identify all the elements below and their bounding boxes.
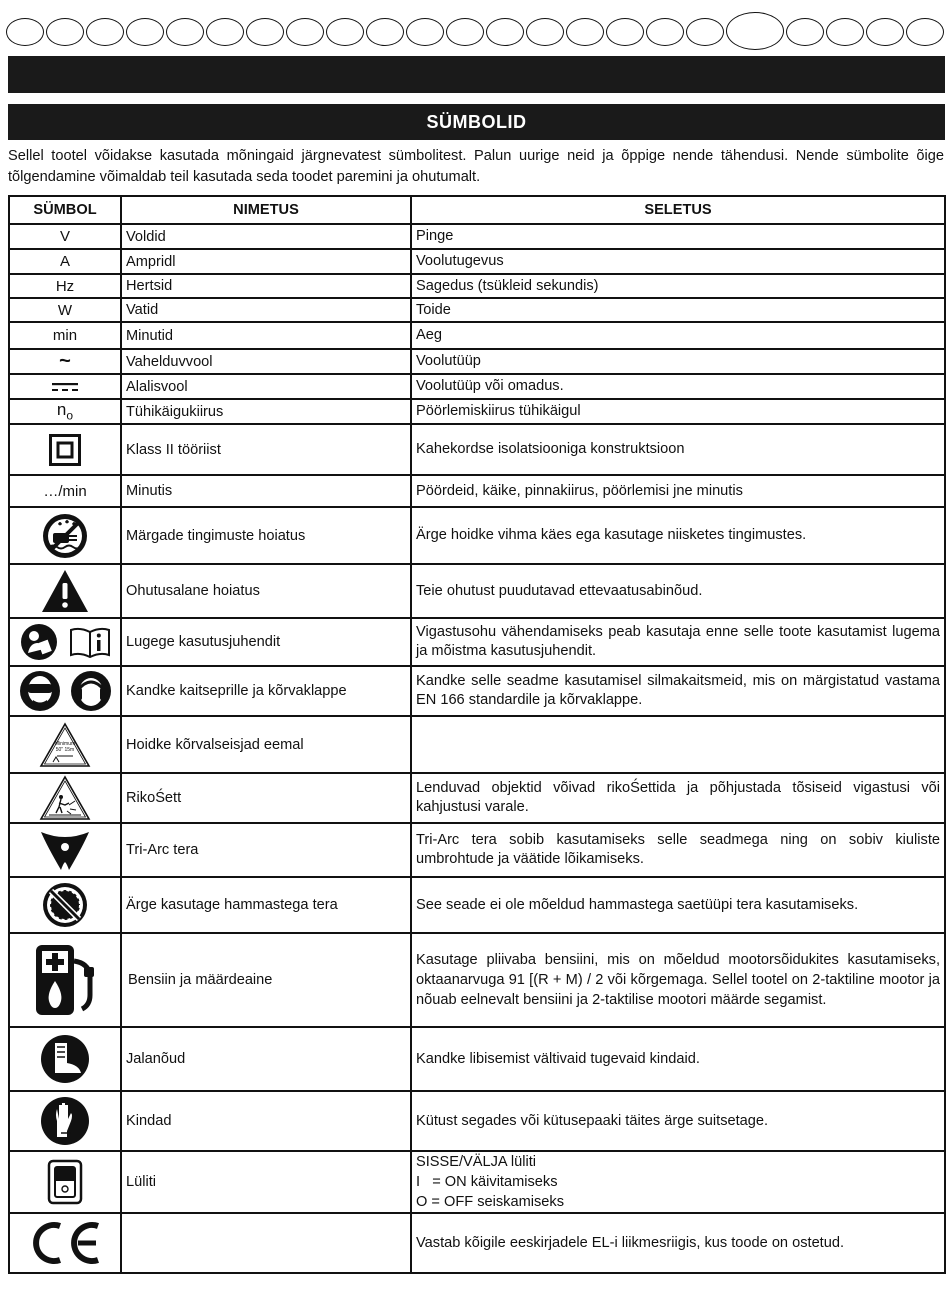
table-header-row	[9, 196, 945, 224]
name-cell: Minutid	[121, 322, 411, 349]
double-insulation-icon	[49, 434, 81, 466]
symbol-cell: Hz	[9, 274, 121, 298]
language-tab[interactable]	[486, 18, 524, 46]
language-tab[interactable]	[46, 18, 84, 46]
table-row	[9, 224, 945, 249]
name-cell: Vatid	[121, 298, 411, 322]
header-bar	[8, 56, 945, 93]
wet-conditions-warning-icon	[41, 512, 89, 560]
symbol-cell: min	[9, 322, 121, 349]
symbol-cell	[9, 1091, 121, 1151]
language-tab[interactable]	[866, 18, 904, 46]
symbol-cell: ~	[9, 349, 121, 374]
eye-protection-icon	[19, 670, 61, 712]
language-tab[interactable]	[246, 18, 284, 46]
symbol-cell: A	[9, 249, 121, 274]
description-cell: See seade ei ole mõeldud hammastega saetüüpi tera kasutamiseks.	[411, 877, 945, 933]
table-row	[9, 424, 945, 475]
ce-mark-icon	[28, 1220, 102, 1266]
name-cell: Hertsid	[121, 274, 411, 298]
description-cell: Kahekordse isolatsiooniga konstruktsioon	[411, 424, 945, 475]
language-tab[interactable]	[606, 18, 644, 46]
language-tab[interactable]	[906, 18, 944, 46]
table-row	[9, 374, 945, 399]
name-cell: Vahelduvvool	[121, 349, 411, 374]
ear-protection-icon	[70, 670, 112, 712]
language-tab[interactable]	[566, 18, 604, 46]
table-row	[9, 1027, 945, 1091]
description-cell: Voolutüüp või omadus.	[411, 374, 945, 399]
description-line: SISSE/VÄLJA lüliti	[416, 1154, 537, 1170]
language-tab[interactable]	[526, 18, 564, 46]
intro-text: Sellel tootel võidakse kasutada mõningaid järgnevatest sümbolitest. Palun uurige neid ja õppige nende tähendusi. Nende sümbolite õige tõlgendamine võimaldab teil kasutada seda toodet paremini ja ohutumalt.	[8, 148, 944, 185]
fuel-pump-icon	[30, 941, 100, 1019]
tri-arc-blade-icon	[39, 828, 91, 872]
section-title: SÜMBOLID	[8, 104, 945, 140]
table-row	[9, 823, 945, 877]
table-row	[9, 564, 945, 618]
name-cell: Kandke kaitseprille ja kõrvaklappe	[121, 666, 411, 716]
description-cell: Voolutugevus	[411, 249, 945, 274]
on-off-switch-icon	[46, 1158, 84, 1206]
description-cell: Teie ohutust puudutavad ettevaatusabinõud.	[411, 564, 945, 618]
description-cell: Pöördeid, käike, pinnakiirus, pöörlemisi jne minutis	[411, 475, 945, 507]
description-cell: Pinge	[411, 224, 945, 249]
description-cell: Kandke libisemist vältivaid tugevaid kindaid.	[411, 1027, 945, 1091]
read-manual-person-icon	[20, 623, 58, 661]
language-tab[interactable]	[86, 18, 124, 46]
direct-current-icon	[50, 381, 80, 393]
description-cell: Aeg	[411, 322, 945, 349]
column-header-name: NIMETUS	[121, 196, 411, 224]
keep-bystanders-away-icon	[39, 722, 91, 768]
name-cell: Alalisvool	[121, 374, 411, 399]
name-cell: Voldid	[121, 224, 411, 249]
ricochet-warning-icon	[39, 775, 91, 821]
name-cell: Klass II tööriist	[121, 424, 411, 475]
name-cell: Kindad	[121, 1091, 411, 1151]
name-cell: RikoŚett	[121, 773, 411, 823]
symbol-cell	[9, 618, 121, 666]
table-row	[9, 1091, 945, 1151]
language-tab[interactable]	[686, 18, 724, 46]
language-tab[interactable]	[286, 18, 324, 46]
description-cell: Ärge hoidke vihma käes ega kasutage niisketes tingimustes.	[411, 507, 945, 564]
description-cell: Lenduvad objektid võivad rikoŚettida ja põhjustada tõsiseid vigastusi või kahjustusi varale.	[411, 773, 945, 823]
symbol-cell	[9, 666, 121, 716]
symbol-cell	[9, 823, 121, 877]
safety-alert-icon	[41, 569, 89, 613]
language-tab-active[interactable]	[726, 12, 784, 50]
warning-sign-label: Minimum	[54, 740, 76, 747]
no-load-speed-subscript: o	[66, 408, 74, 423]
name-cell: Jalanõud	[121, 1027, 411, 1091]
description-cell: Sagedus (tsükleid sekundis)	[411, 274, 945, 298]
table-row	[9, 618, 945, 666]
name-cell: Lugege kasutusjuhendit	[121, 618, 411, 666]
table-row	[9, 298, 945, 322]
table-row	[9, 399, 945, 424]
description-line: I = ON käivitamiseks	[416, 1174, 558, 1190]
footwear-icon	[39, 1033, 91, 1085]
name-cell: Minutis	[121, 475, 411, 507]
table-row	[9, 666, 945, 716]
description-cell: Tri-Arc tera sobib kasutamiseks selle seadmega ning on sobiv kiuliste umbrohtude ja väätide lõikamiseks.	[411, 823, 945, 877]
symbols-table	[8, 195, 946, 1274]
name-cell: Märgade tingimuste hoiatus	[121, 507, 411, 564]
symbol-cell: V	[9, 224, 121, 249]
description-line: O = OFF seiskamiseks	[416, 1194, 564, 1210]
table-row	[9, 773, 945, 823]
language-tab[interactable]	[446, 18, 484, 46]
symbol-cell	[9, 507, 121, 564]
symbol-cell: …/min	[9, 475, 121, 507]
table-row	[9, 349, 945, 374]
table-row	[9, 877, 945, 933]
table-row	[9, 274, 945, 298]
description-cell: Kasutage pliivaba bensiini, mis on mõeldud mootorsõidukites kasutamiseks, oktaanarvuga 91 [(R + M) / 2 või kõrgemaga. Sellel tootel on 2-taktiline mootor ja nõuab eelnevalt bensiini ja 2-taktilise mootori määrde segamist.	[411, 933, 945, 1027]
name-cell: Ärge kasutage hammastega tera	[121, 877, 411, 933]
description-cell	[411, 716, 945, 773]
language-tab[interactable]	[166, 18, 204, 46]
description-cell	[411, 1151, 945, 1213]
language-tab[interactable]	[786, 18, 824, 46]
language-tabs	[6, 18, 946, 48]
table-row	[9, 933, 945, 1027]
no-toothed-blade-icon	[41, 881, 89, 929]
column-header-symbol: SÜMBOL	[9, 196, 121, 224]
manual-book-icon	[69, 626, 111, 658]
table-row	[9, 1213, 945, 1273]
language-tab[interactable]	[126, 18, 164, 46]
name-cell: Ohutusalane hoiatus	[121, 564, 411, 618]
table-row	[9, 322, 945, 349]
language-tab[interactable]	[326, 18, 364, 46]
symbol-cell	[9, 564, 121, 618]
description-cell: Pöörlemiskiirus tühikäigul	[411, 399, 945, 424]
warning-sign-distance: 50" 15m	[55, 746, 75, 753]
no-load-speed-symbol: n	[56, 400, 67, 420]
description-cell: Kandke selle seadme kasutamisel silmakaitsmeid, mis on märgistatud vastama EN 166 standardile ja kõrvaklappe.	[411, 666, 945, 716]
table-row	[9, 716, 945, 773]
language-tab[interactable]	[826, 18, 864, 46]
language-tab[interactable]	[206, 18, 244, 46]
symbol-cell	[9, 1151, 121, 1213]
name-cell: Ampridl	[121, 249, 411, 274]
symbol-cell	[9, 399, 121, 424]
description-cell: Voolutüüp	[411, 349, 945, 374]
symbol-cell	[9, 424, 121, 475]
description-cell: Vigastusohu vähendamiseks peab kasutaja enne selle toote kasutamist lugema ja mõistma kasutusjuhendit.	[411, 618, 945, 666]
description-cell: Kütust segades või kütusepaaki täites ärge suitsetage.	[411, 1091, 945, 1151]
symbol-cell	[9, 773, 121, 823]
name-cell: Lüliti	[121, 1151, 411, 1213]
description-cell: Vastab kõigile eeskirjadele EL-i liikmesriigis, kus toode on ostetud.	[411, 1213, 945, 1273]
name-cell: Tri-Arc tera	[121, 823, 411, 877]
symbol-cell	[9, 933, 121, 1027]
language-tab[interactable]	[6, 18, 44, 46]
symbol-cell	[9, 1027, 121, 1091]
name-cell: Bensiin ja määrdeaine	[121, 933, 411, 1027]
symbol-cell: W	[9, 298, 121, 322]
table-row	[9, 1151, 945, 1213]
symbol-cell	[9, 1213, 121, 1273]
language-tab[interactable]	[366, 18, 404, 46]
table-row	[9, 475, 945, 507]
symbol-cell	[9, 877, 121, 933]
column-header-description: SELETUS	[411, 196, 945, 224]
name-cell: Tühikäigukiirus	[121, 399, 411, 424]
language-tab[interactable]	[646, 18, 684, 46]
name-cell	[121, 1213, 411, 1273]
name-cell: Hoidke kõrvalseisjad eemal	[121, 716, 411, 773]
description-cell: Toide	[411, 298, 945, 322]
symbol-cell	[9, 374, 121, 399]
symbol-cell	[9, 716, 121, 773]
gloves-icon	[39, 1095, 91, 1147]
table-row	[9, 249, 945, 274]
table-row	[9, 507, 945, 564]
language-tab[interactable]	[406, 18, 444, 46]
